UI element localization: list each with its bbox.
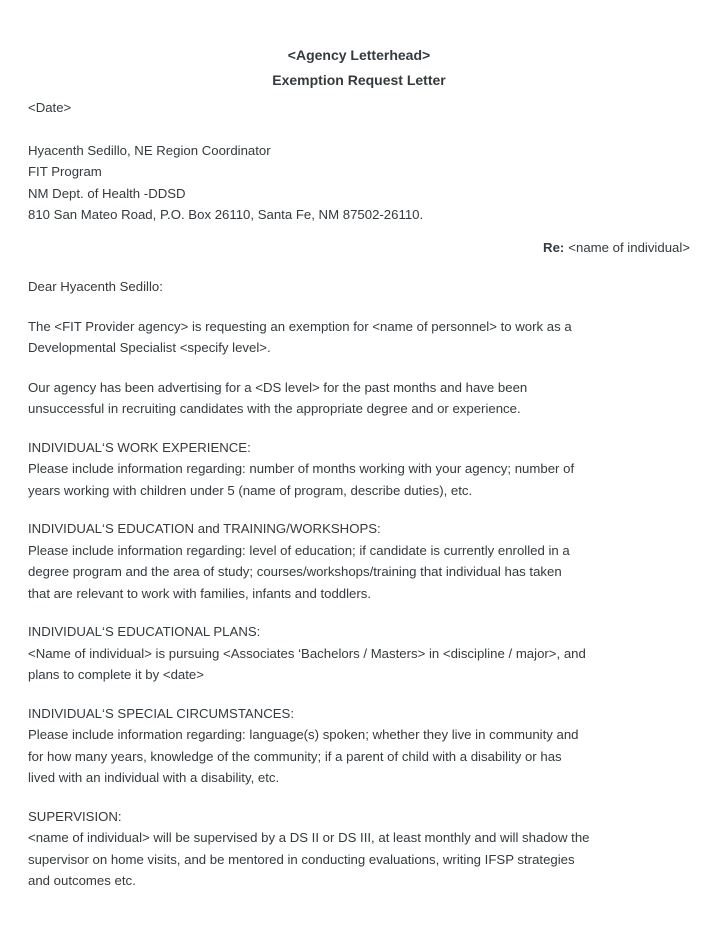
section-line: supervisor on home visits, and be mentored in conducting evaluations, writing IFSP strategies <box>28 851 575 867</box>
section-heading: INDIVIDUAL‘S SPECIAL CIRCUMSTANCES: <box>28 705 294 721</box>
salutation: Dear Hyacenth Sedillo: <box>28 279 163 294</box>
letterhead-placeholder: <Agency Letterhead> <box>287 47 431 63</box>
section-educational-plans <box>28 621 690 686</box>
date-placeholder: <Date> <box>28 100 72 115</box>
section-line: Please include information regarding: number of months working with your agency; number of <box>28 461 575 476</box>
recipient-name-line: Hyacenth Sedillo, NE Region Coordinator <box>28 142 271 158</box>
paragraph-line: The <FIT Provider agency> is requesting an exemption for <name of personnel> to work as a <box>28 318 572 334</box>
paragraph-line: Our agency has been advertising for a <DS level> for the past months and have been <box>28 379 528 395</box>
section-line: Please include information regarding: language(s) spoken; whether they live in community and <box>28 727 579 742</box>
section-heading: SUPERVISION: <box>28 808 122 824</box>
section-line: years working with children under 5 (name of program, describe duties), etc. <box>28 482 473 498</box>
section-heading: INDIVIDUAL‘S EDUCATIONAL PLANS: <box>28 624 261 639</box>
paragraph-line: Developmental Specialist <specify level>. <box>28 340 271 355</box>
section-line: plans to complete it by <date> <box>28 667 204 682</box>
section-supervision <box>28 806 690 892</box>
recipient-program-line: FIT Program <box>28 164 102 179</box>
section-line: for how many years, knowledge of the community; if a parent of child with a disability or has <box>28 748 562 764</box>
recipient-dept-line: NM Dept. of Health -DDSD <box>28 185 186 201</box>
section-line: Please include information regarding: level of education; if candidate is currently enrolled in a <box>28 542 570 558</box>
section-line: that are relevant to work with families, infants and toddlers. <box>28 585 372 601</box>
recipient-address-block <box>28 140 690 226</box>
section-heading: INDIVIDUAL‘S EDUCATION and TRAINING/WORKSHOPS: <box>28 521 381 536</box>
re-label: Re: <box>543 239 565 255</box>
section-line: lived with an individual with a disability, etc. <box>28 770 280 785</box>
section-education-training <box>28 518 690 604</box>
section-line: degree program and the area of study; courses/workshops/training that individual has taken <box>28 564 562 579</box>
paragraph-line: unsuccessful in recruiting candidates with the appropriate degree and or experience. <box>28 401 521 416</box>
re-line <box>28 237 690 259</box>
re-value: <name of individual> <box>568 239 690 255</box>
recipient-street-line: 810 San Mateo Road, P.O. Box 26110, Santa Fe, NM 87502-26110. <box>28 207 424 222</box>
section-special-circumstances <box>28 703 690 789</box>
letter-title: Exemption Request Letter <box>272 72 446 88</box>
section-work-experience <box>28 437 690 502</box>
section-line: <name of individual> will be supervised by a DS II or DS III, at least monthly and will shadow the <box>28 830 590 845</box>
section-heading: INDIVIDUAL‘S WORK EXPERIENCE: <box>28 439 251 455</box>
paragraph-advertising <box>28 377 690 420</box>
section-line: and outcomes etc. <box>28 873 136 888</box>
paragraph-request <box>28 316 690 359</box>
section-line: <Name of individual> is pursuing <Associates ‘Bachelors / Masters> in <discipline / major>, and <box>28 645 586 661</box>
